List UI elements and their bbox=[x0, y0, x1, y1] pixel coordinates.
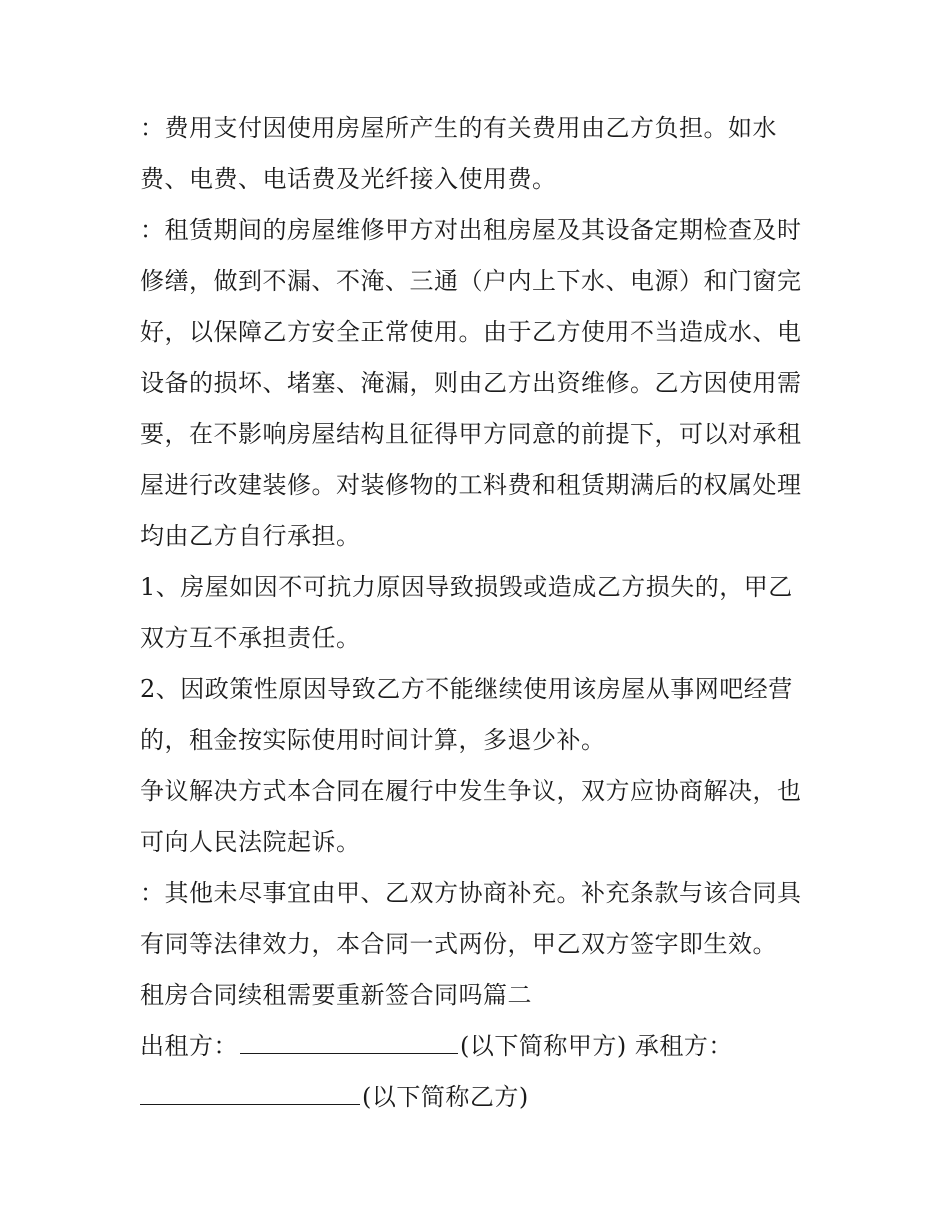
lessee-suffix: (以下简称乙方) bbox=[362, 1083, 529, 1111]
lessor-suffix: (以下简称甲方) bbox=[460, 1032, 627, 1060]
clause-policy-reason: 2、因政策性原因导致乙方不能继续使用该房屋从事网吧经营的，租金按实际使用时间计算，多退少补。 bbox=[140, 675, 793, 754]
clause-dispute-resolution: 争议解决方式本合同在履行中发生争议，双方应协商解决，也可向人民法院起诉。 bbox=[140, 777, 802, 856]
lessee-line bbox=[140, 1072, 815, 1123]
document-body bbox=[140, 103, 815, 1123]
lessor-blank[interactable] bbox=[240, 1027, 458, 1054]
section-heading: 租房合同续租需要重新签合同吗篇二 bbox=[140, 981, 532, 1009]
clause-other-matters: ：其他未尽事宜由甲、乙双方协商补充。补充条款与该合同具有同等法律效力，本合同一式两份，甲乙双方签字即生效。 bbox=[140, 879, 802, 958]
clause-fee-payment: ：费用支付因使用房屋所产生的有关费用由乙方负担。如水费、电费、电话费及光纤接入使用费。 bbox=[140, 114, 777, 193]
clause-maintenance: ：租赁期间的房屋维修甲方对出租房屋及其设备定期检查及时修缮，做到不漏、不淹、三通（户内上下水、电源）和门窗完好，以保障乙方安全正常使用。由于乙方使用不当造成水、电设备的损坏、堵塞、淹漏，则由乙方出资维修。乙方因使用需要，在不影响房屋结构且征得甲方同意的前提下，可以对承租屋进行改建装修。对装修物的工料费和租赁期满后的权属处理均由乙方自行承担。 bbox=[140, 216, 802, 550]
lessee-label: 承租方： bbox=[634, 1032, 733, 1060]
lessor-label: 出租方： bbox=[140, 1032, 238, 1060]
lessee-blank[interactable] bbox=[140, 1078, 360, 1105]
clause-force-majeure: 1、房屋如因不可抗力原因导致损毁或造成乙方损失的，甲乙双方互不承担责任。 bbox=[140, 573, 793, 652]
parties-line bbox=[140, 1021, 815, 1072]
